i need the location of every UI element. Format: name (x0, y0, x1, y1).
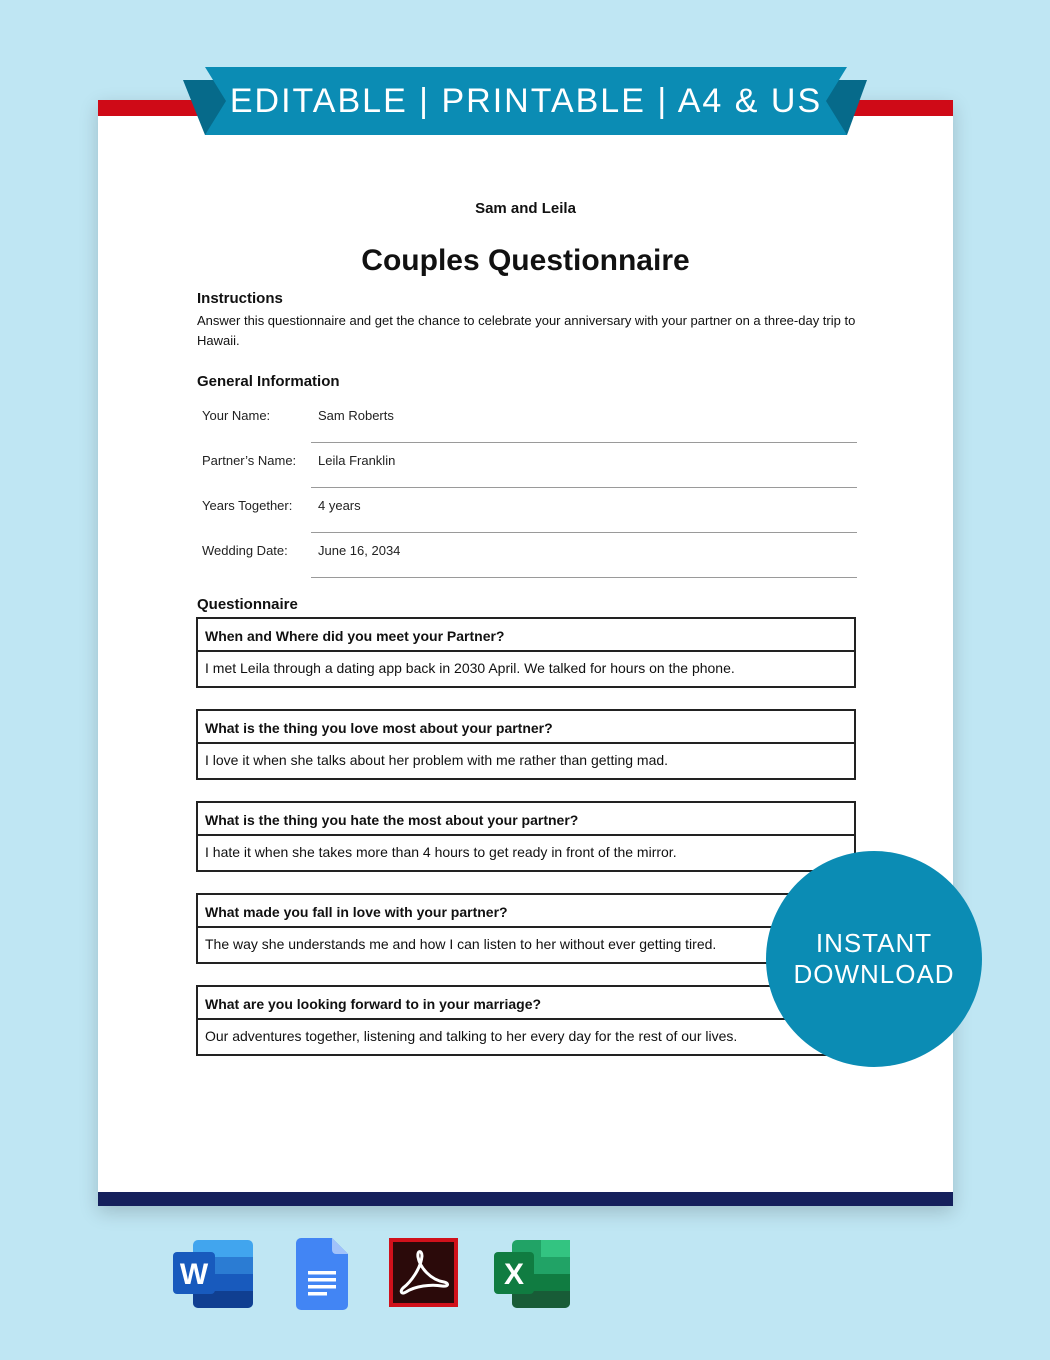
info-label: Partner’s Name: (202, 453, 297, 468)
excel-letter: X (503, 1258, 525, 1291)
qa-question: When and Where did you meet your Partner? (198, 619, 854, 652)
qa-block (196, 893, 856, 964)
info-field[interactable] (311, 443, 857, 488)
info-label: Wedding Date: (202, 543, 288, 558)
general-info-heading: General Information (197, 373, 340, 390)
qa-block (196, 985, 856, 1056)
document-subtitle: Sam and Leila (475, 200, 576, 217)
qa-question: What are you looking forward to in your marriage? (198, 987, 854, 1020)
document-title: Couples Questionnaire (361, 244, 690, 277)
info-value: June 16, 2034 (318, 543, 401, 558)
info-row-partner-name (197, 443, 857, 488)
bottom-navy-stripe (98, 1192, 953, 1206)
google-docs-icon[interactable] (296, 1238, 348, 1310)
qa-question: What made you fall in love with your partner? (198, 895, 854, 928)
banner-text: EDITABLE | PRINTABLE | A4 & US (229, 81, 823, 120)
questionnaire-heading: Questionnaire (197, 596, 298, 613)
instructions-text: Answer this questionnaire and get the chance to celebrate your anniversary with your partner on a three-day trip to Hawaii. (197, 313, 856, 348)
info-field[interactable] (311, 533, 857, 578)
info-row-wedding-date (197, 533, 857, 578)
qa-answer[interactable]: I hate it when she takes more than 4 hours to get ready in front of the mirror. (205, 844, 677, 860)
info-row-years-together (197, 488, 857, 533)
badge-line-2: DOWNLOAD (793, 959, 955, 989)
info-field[interactable] (311, 488, 857, 533)
qa-question: What is the thing you hate the most about your partner? (198, 803, 854, 836)
qa-block (196, 617, 856, 688)
qa-block (196, 709, 856, 780)
badge-line-1: INSTANT (815, 928, 933, 958)
word-icon[interactable] (173, 1238, 255, 1310)
instructions-heading: Instructions (197, 290, 283, 307)
info-row-your-name (197, 398, 857, 443)
excel-icon[interactable] (494, 1238, 572, 1310)
word-letter: W (179, 1258, 209, 1291)
instant-download-badge[interactable] (766, 851, 982, 1067)
qa-answer[interactable]: I met Leila through a dating app back in 2030 April. We talked for hours on the phone. (205, 660, 735, 676)
qa-block (196, 801, 856, 872)
qa-answer[interactable]: The way she understands me and how I can listen to her without ever getting tired. (205, 936, 717, 952)
info-value: Sam Roberts (318, 408, 394, 423)
qa-answer[interactable]: I love it when she talks about her problem with me rather than getting mad. (205, 752, 669, 768)
qa-question: What is the thing you love most about your partner? (198, 711, 854, 744)
qa-answer[interactable]: Our adventures together, listening and talking to her every day for the rest of our lives. (205, 1028, 738, 1044)
info-value: Leila Franklin (318, 453, 396, 468)
info-label: Years Together: (202, 498, 293, 513)
info-value: 4 years (318, 498, 361, 513)
info-field[interactable] (311, 398, 857, 443)
info-label: Your Name: (202, 408, 271, 423)
adobe-pdf-icon[interactable] (389, 1238, 458, 1307)
